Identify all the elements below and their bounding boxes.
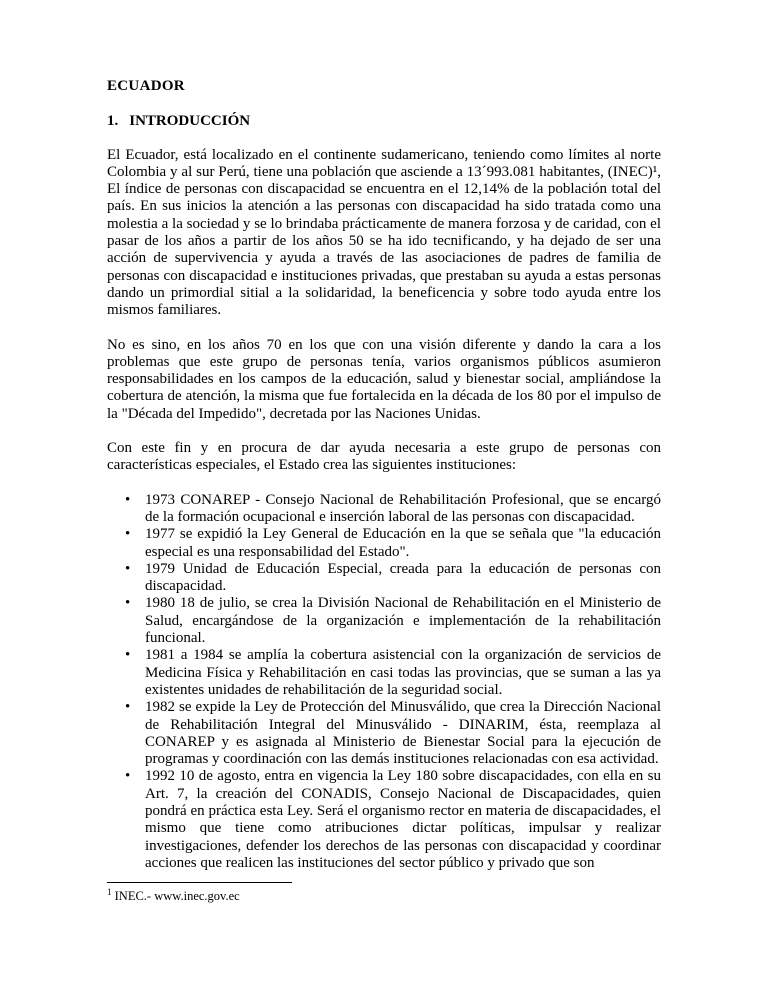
list-item: • 1981 a 1984 se amplía la cobertura asistencial con la organización de servicios de Medicina Física y Rehabilitación en casi todas las provincias, que se suman a las ya existentes unidades de rehabilitación de la seguridad social. bbox=[145, 647, 661, 699]
list-item: • 1977 se expidió la Ley General de Educación en la que se señala que "la educación especial es una responsabilidad del Estado". bbox=[145, 526, 661, 561]
list-item: • 1982 se expide la Ley de Protección del Minusválido, que crea la Dirección Nacional de Rehabilitación Integral del Minusválido - DINARIM, ésta, reemplaza al CONAREP y es asignada al Ministerio de Bienestar Social para la ejecución de programas y coordinación con las demás instituciones relacionadas con esa actividad. bbox=[145, 699, 661, 768]
footnote-text: INEC.- www.inec.gov.ec bbox=[114, 889, 240, 903]
country-heading: ECUADOR bbox=[107, 78, 185, 94]
footnote bbox=[107, 886, 661, 904]
paragraph-intro: El Ecuador, está localizado en el continente sudamericano, teniendo como límites al norte Colombia y al sur Perú, tiene una población que asciende a 13´993.081 habitantes, (INEC)¹, El índice de personas con discapacidad se encuentra en el 12,14% de la población total del país. En sus inicios la atención a las personas con discapacidad ha sido tratada como una molestia a la sociedad y se lo brindaba prácticamente de manera forzosa y de caridad, con el pasar de los años a partir de los años 50 se ha ido tecnificando, y ha dejado de ser una acción de supervivencia y ayuda a través de las asociaciones de padres de familia de personas con discapacidad e instituciones privadas, que prestaban su ayuda a estas personas dando un primordial sitial a la solidaridad, la beneficencia y sobre todo ayuda entre los mismos familiares. bbox=[107, 146, 661, 319]
footnote-area bbox=[107, 882, 661, 904]
footnote-separator bbox=[107, 882, 292, 883]
section-title: INTRODUCCIÓN bbox=[129, 113, 251, 130]
list-item: • 1979 Unidad de Educación Especial, creada para la educación de personas con discapacidad. bbox=[145, 561, 661, 596]
paragraph-institutions-lead: Con este fin y en procura de dar ayuda necesaria a este grupo de personas con características especiales, el Estado crea las siguientes instituciones: bbox=[107, 440, 661, 474]
list-item: • 1973 CONAREP - Consejo Nacional de Rehabilitación Profesional, que se encargó de la formación ocupacional e inserción laboral de las personas con discapacidad. bbox=[145, 492, 661, 527]
institutions-list bbox=[107, 492, 661, 873]
section-number: 1. bbox=[107, 113, 119, 130]
list-item: • 1980 18 de julio, se crea la División Nacional de Rehabilitación en el Ministerio de Salud, encargándose de la organización e implementación de la rehabilitación funcional. bbox=[145, 595, 661, 647]
section-heading bbox=[107, 113, 661, 130]
paragraph-seventies: No es sino, en los años 70 en los que con una visión diferente y dando la cara a los problemas que este grupo de personas tenía, varios organismos públicos asumieron responsabilidades en los campos de la educación, salud y bienestar social, ampliándose la cobertura de atención, la misma que fue fortalecida en la década de los 80 por el impulso de la "Década del Impedido", decretada por las Naciones Unidas. bbox=[107, 336, 661, 422]
footnote-marker: 1 bbox=[107, 886, 112, 897]
list-item: • 1992 10 de agosto, entra en vigencia la Ley 180 sobre discapacidades, con ella en su Art. 7, la creación del CONADIS, Consejo Nacional de Discapacidades, quien pondrá en práctica esta Ley. Será el organismo rector en materia de discapacidades, el mismo que tiene como atribuciones dictar políticas, impulsar y realizar investigaciones, defender los derechos de las personas con discapacidad y coordinar acciones que realicen las instituciones del sector público y privado que son bbox=[145, 768, 661, 872]
